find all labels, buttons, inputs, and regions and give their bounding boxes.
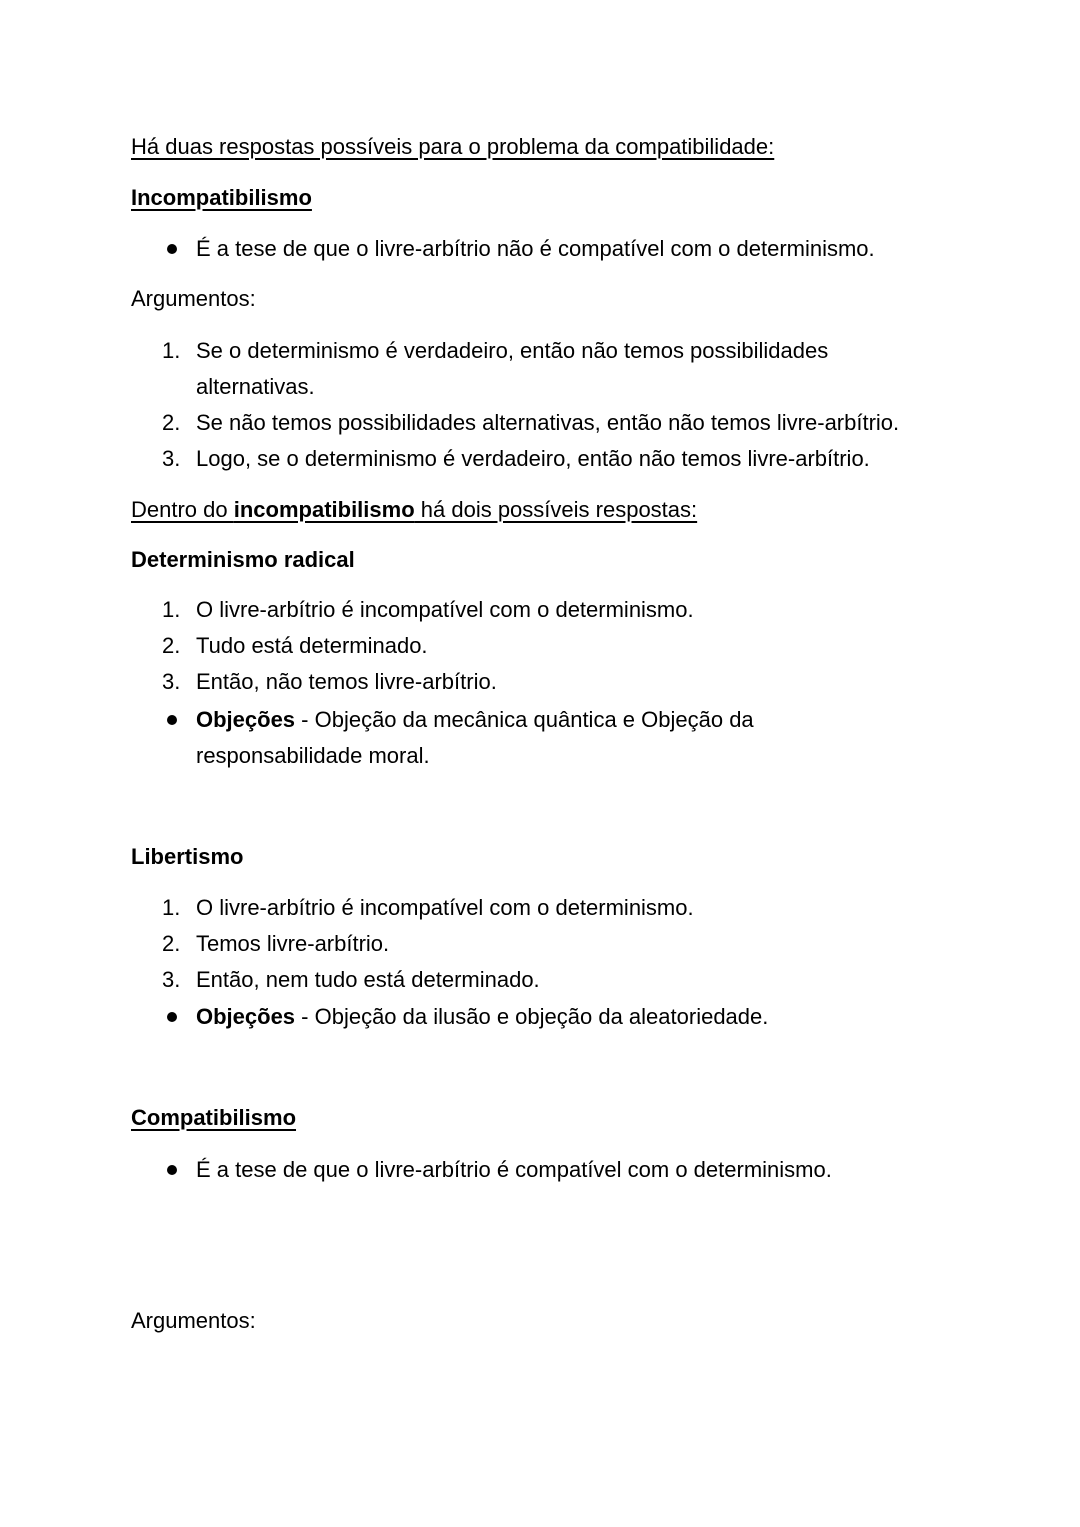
objections-text [196, 706, 754, 734]
within-pre: Dentro do [131, 497, 234, 522]
argument-text: Se o determinismo é verdadeiro, então não temos possibilidades [196, 338, 829, 363]
bullet-icon [165, 1156, 179, 1184]
list-item-text: Tudo está determinado. [196, 633, 428, 658]
list-number: 1. [162, 895, 181, 920]
objections-label: Objeções [196, 1004, 296, 1029]
bullet-icon [165, 706, 179, 734]
argument-text: Logo, se o determinismo é verdadeiro, então não temos livre-arbítrio. [196, 446, 870, 471]
list-item-text: Então, nem tudo está determinado. [196, 967, 540, 992]
list-number: 3. [162, 967, 181, 992]
objections-text [196, 1003, 768, 1031]
list-item-text: Temos livre-arbítrio. [196, 931, 390, 956]
argument-text: Se não temos possibilidades alternativas, então não temos livre-arbítrio. [196, 410, 900, 435]
objections-continuation: responsabilidade moral. [196, 743, 430, 768]
list-number: 3. [162, 446, 181, 471]
list-number: 1. [162, 338, 181, 363]
bullet-icon [165, 1003, 179, 1031]
compatibilismo-arguments-label: Argumentos: [131, 1308, 256, 1333]
list-number: 2. [162, 931, 181, 956]
incompatibilismo-heading: Incompatibilismo [131, 185, 312, 210]
objections-description: - Objeção da mecânica quântica e Objeção da [295, 707, 754, 732]
list-item-text: O livre-arbítrio é incompatível com o determinismo. [196, 895, 694, 920]
within-post: há dois possíveis respostas: [414, 497, 698, 522]
compatibilismo-bullet-text: É a tese de que o livre-arbítrio é compatível com o determinismo. [196, 1157, 832, 1182]
argument-text-continuation: alternativas. [196, 374, 315, 399]
within-incompatibilismo-line [131, 496, 697, 524]
list-number: 1. [162, 597, 181, 622]
bullet-icon [165, 235, 179, 263]
determinismo-radical-heading: Determinismo radical [131, 547, 355, 572]
list-number: 2. [162, 410, 181, 435]
objections-label: Objeções [196, 707, 296, 732]
intro-line: Há duas respostas possíveis para o problema da compatibilidade: [131, 134, 775, 159]
libertismo-heading: Libertismo [131, 844, 244, 869]
list-item-text: O livre-arbítrio é incompatível com o determinismo. [196, 597, 694, 622]
compatibilismo-heading: Compatibilismo [131, 1105, 297, 1130]
incompatibilismo-arguments-label: Argumentos: [131, 286, 256, 311]
objections-description: - Objeção da ilusão e objeção da aleatoriedade. [295, 1004, 769, 1029]
within-bold: incompatibilismo [233, 497, 415, 522]
list-number: 3. [162, 669, 181, 694]
list-item-text: Então, não temos livre-arbítrio. [196, 669, 497, 694]
incompatibilismo-bullet-text: É a tese de que o livre-arbítrio não é compatível com o determinismo. [196, 236, 875, 261]
list-number: 2. [162, 633, 181, 658]
